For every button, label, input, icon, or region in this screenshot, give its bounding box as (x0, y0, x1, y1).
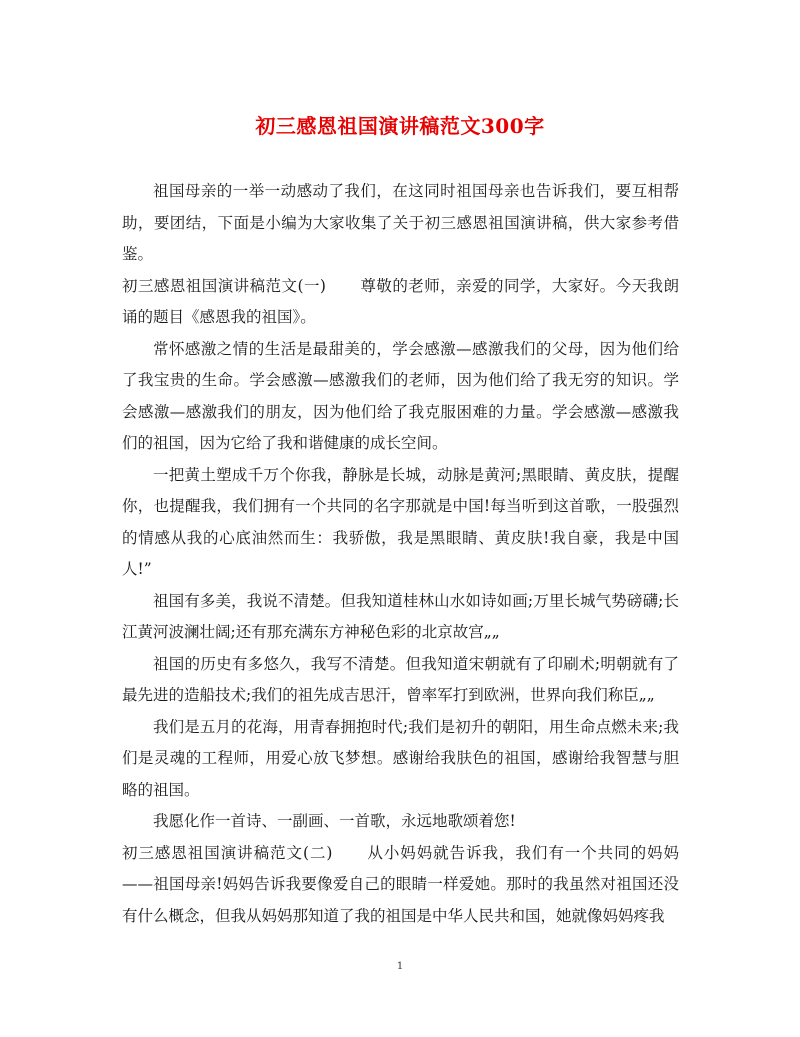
paragraph-history: 祖国的历史有多悠久，我写不清楚。但我知道宋朝就有了印刷术;明朝就有了最先进的造船技术;我们的祖先成吉思汗，曾率军打到欧洲，世界向我们称臣„„ (122, 654, 679, 704)
section-heading-two: 初三感恩祖国演讲稿范文(二) (122, 843, 333, 862)
section-two-opening-text: 从小妈妈就告诉我，我们有一个共同的妈妈——祖国母亲!妈妈告诉我要像爱自己的眼睛一样爱她。那时的我虽然对祖国还没有什么概念，但我从妈妈那知道了我的祖国是中华人民共和国，她就像妈妈疼我 (122, 843, 679, 925)
paragraph-section-two-opening (122, 838, 679, 933)
paragraph-wish: 我愿化作一首诗、一副画、一首歌，永远地歌颂着您! (153, 812, 516, 830)
paragraph-beauty: 祖国有多美，我说不清楚。但我知道桂林山水如诗如画;万里长城气势磅礴;长江黄河波澜壮阔;还有那充满东方神秘色彩的北京故宫„„ (122, 591, 679, 641)
document-body (122, 176, 679, 932)
document-title: 初三感恩祖国演讲稿范文300字 (255, 114, 545, 138)
paragraph-section-one-opening (122, 271, 679, 334)
paragraph-yellow-earth: 一把黄土塑成千万个你我，静脉是长城，动脉是黄河;黑眼睛、黄皮肤，提醒你，也提醒我，我们拥有一个共同的名字那就是中国!每当听到这首歌，一股强烈的情感从我的心底油然而生：我骄傲，我是黑眼睛、黄皮肤!我自豪，我是中国人!” (122, 465, 679, 578)
section-one-opening-text: 尊敬的老师，亲爱的同学，大家好。今天我朗诵的题目《感恩我的祖国》。 (122, 276, 679, 326)
page-number: 1 (396, 961, 404, 972)
paragraph-youth: 我们是五月的花海，用青春拥抱时代;我们是初升的朝阳，用生命点燃未来;我们是灵魂的工程师，用爱心放飞梦想。感谢给我肤色的祖国，感谢给我智慧与胆略的祖国。 (122, 717, 679, 799)
paragraph-gratitude: 常怀感激之情的生活是最甜美的，学会感激—感激我们的父母，因为他们给了我宝贵的生命。学会感激—感激我们的老师，因为他们给了我无穷的知识。学会感激—感激我们的朋友，因为他们给了我克服困难的力量。学会感激—感激我们的祖国，因为它给了我和谐健康的成长空间。 (122, 339, 679, 452)
paragraph-intro: 祖国母亲的一举一动感动了我们，在这同时祖国母亲也告诉我们，要互相帮助，要团结，下面是小编为大家收集了关于初三感恩祖国演讲稿，供大家参考借鉴。 (122, 182, 679, 263)
section-heading-one: 初三感恩祖国演讲稿范文(一) (122, 276, 326, 295)
